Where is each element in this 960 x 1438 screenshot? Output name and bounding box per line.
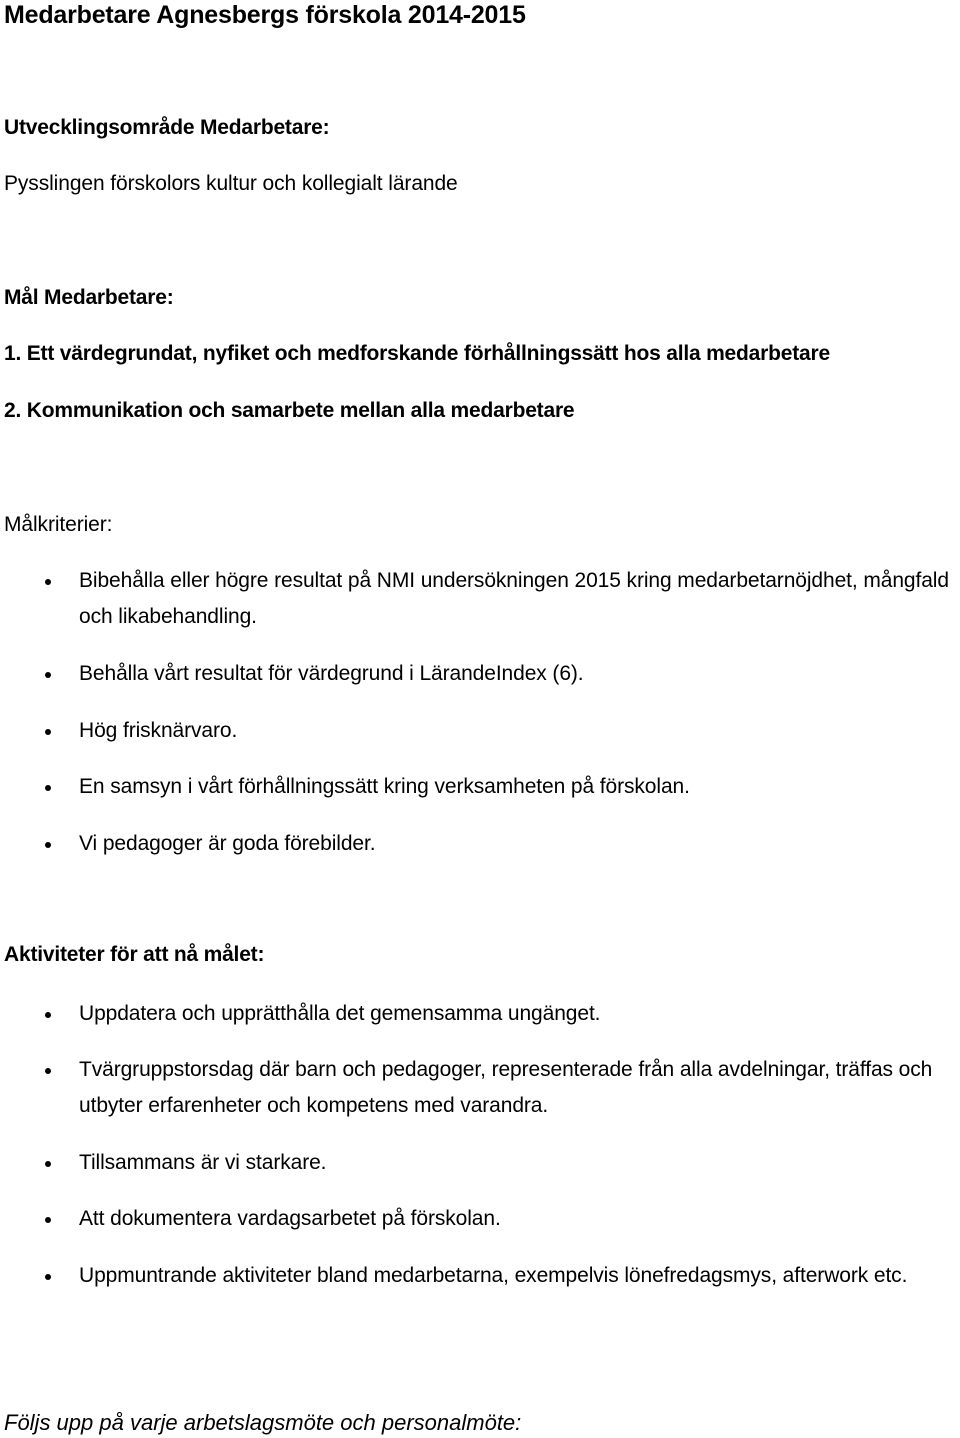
criteria-heading: Målkriterier: — [4, 513, 113, 536]
criteria-item-text: Bibehålla eller högre resultat på NMI undersökningen 2015 kring medarbetarnöjdhet, mångfald och likabehandling. — [79, 569, 949, 628]
activity-item-text: Tvärgruppstorsdag där barn och pedagoger, representerade från alla avdelningar, träffas och utbyter erfarenheter och kompetens med varandra. — [79, 1058, 933, 1117]
activity-item-text: Att dokumentera vardagsarbetet på förskolan. — [79, 1207, 501, 1230]
bullet-icon — [45, 672, 51, 678]
bullet-icon — [45, 1217, 51, 1223]
page-title: Medarbetare Agnesbergs förskola 2014-2015 — [4, 1, 526, 29]
activity-item-text: Tillsammans är vi starkare. — [79, 1151, 327, 1174]
bullet-icon — [45, 842, 51, 848]
bullet-icon — [45, 1274, 51, 1280]
goal-item: 2. Kommunikation och samarbete mellan alla medarbetare — [4, 399, 575, 422]
bullet-icon — [45, 1012, 51, 1018]
activities-heading: Aktiviteter för att nå målet: — [4, 943, 265, 966]
development-area-heading: Utvecklingsområde Medarbetare: — [4, 116, 330, 139]
bullet-icon — [45, 579, 51, 585]
bullet-icon — [45, 1068, 51, 1074]
development-area-text: Pysslingen förskolors kultur och kollegialt lärande — [4, 172, 458, 195]
criteria-item-text: Hög frisknärvaro. — [79, 719, 238, 742]
bullet-icon — [45, 785, 51, 791]
goal-heading: Mål Medarbetare: — [4, 286, 174, 309]
criteria-item-text: Vi pedagoger är goda förebilder. — [79, 832, 376, 855]
bullet-icon — [45, 1161, 51, 1167]
criteria-item-text: Behålla vårt resultat för värdegrund i LärandeIndex (6). — [79, 662, 584, 685]
activity-item-text: Uppdatera och upprätthålla det gemensamma ungänget. — [79, 1002, 601, 1025]
goal-item: 1. Ett värdegrundat, nyfiket och medforskande förhållningssätt hos alla medarbetare — [4, 342, 830, 365]
criteria-item-text: En samsyn i vårt förhållningssätt kring verksamheten på förskolan. — [79, 775, 690, 798]
activity-item-text: Uppmuntrande aktiviteter bland medarbetarna, exempelvis lönefredagsmys, afterwork etc. — [79, 1264, 908, 1287]
bullet-icon — [45, 729, 51, 735]
followup-text: Följs upp på varje arbetslagsmöte och personalmöte: — [4, 1410, 522, 1435]
